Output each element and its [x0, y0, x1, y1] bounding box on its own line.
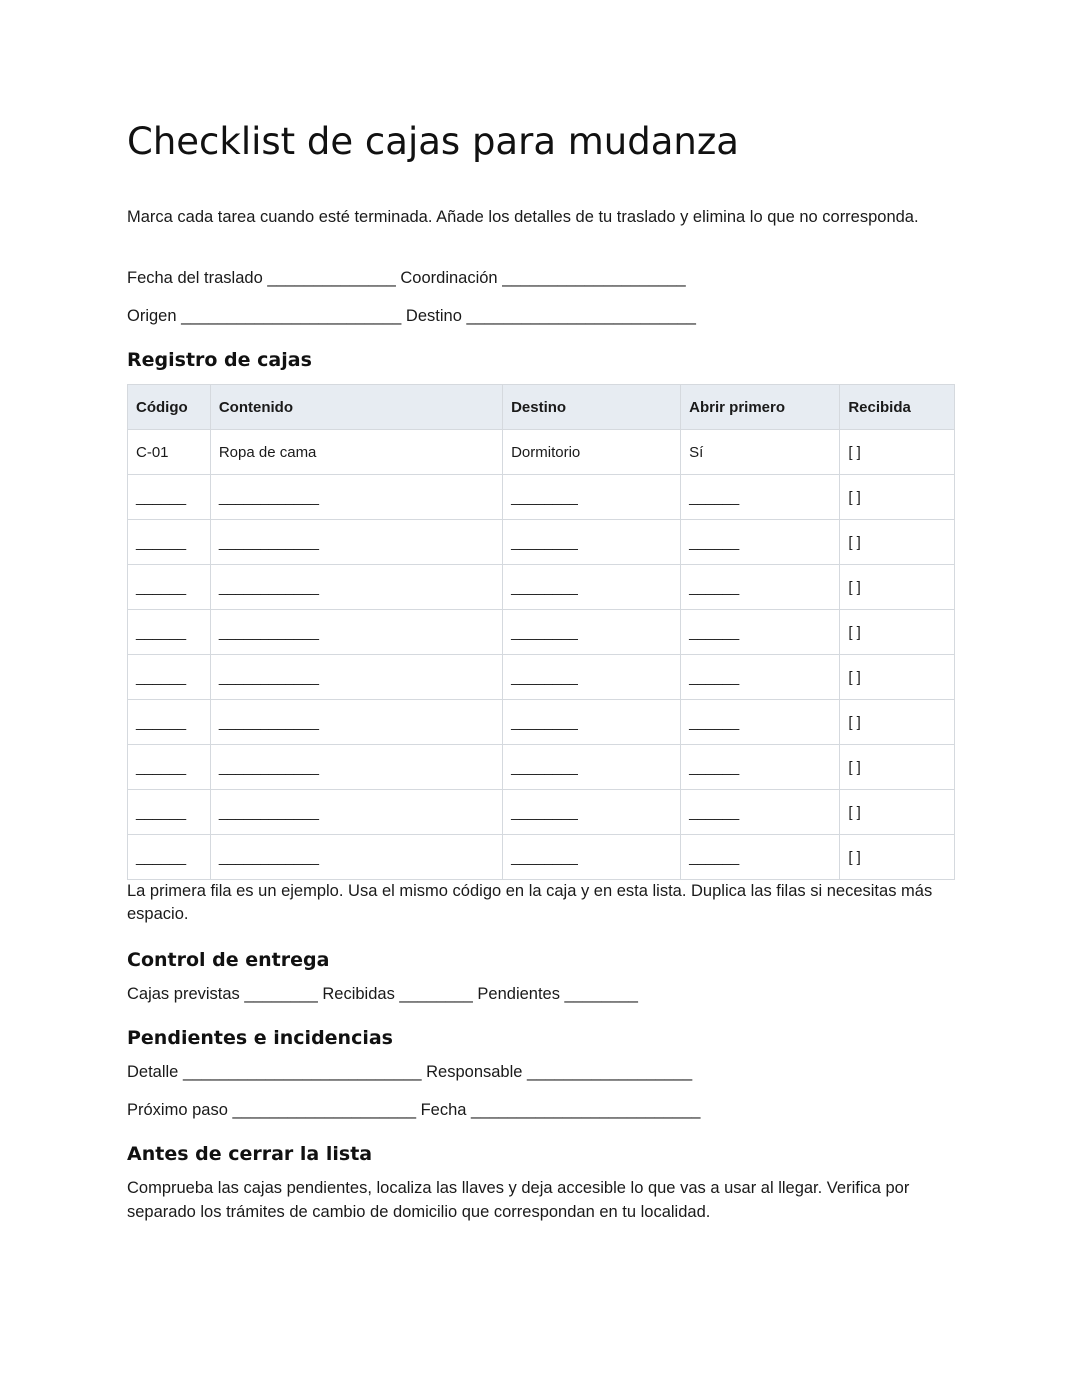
cell-content: ____________ [210, 520, 502, 565]
cierre-heading: Antes de cerrar la lista [127, 1143, 373, 1165]
pendientes-heading: Pendientes e incidencias [127, 1027, 393, 1049]
origin-destination-field-line: Origen ________________________ Destino _________________________ [127, 307, 696, 325]
cell-received-checkbox: [ ] [840, 655, 955, 700]
registro-heading: Registro de cajas [127, 349, 312, 371]
table-row [128, 700, 955, 745]
cell-open-first: ______ [681, 835, 840, 880]
cell-code: ______ [128, 790, 211, 835]
table-row [128, 430, 955, 475]
table-row [128, 745, 955, 790]
header-open-first: Abrir primero [681, 385, 840, 430]
cell-destination: ________ [503, 835, 681, 880]
cell-destination: ________ [503, 745, 681, 790]
cell-destination: ________ [503, 790, 681, 835]
cell-received-checkbox: [ ] [840, 475, 955, 520]
header-received: Recibida [840, 385, 955, 430]
cell-code: ______ [128, 835, 211, 880]
table-row [128, 475, 955, 520]
cell-code: ______ [128, 520, 211, 565]
cell-open-first: ______ [681, 700, 840, 745]
cell-open-first: ______ [681, 745, 840, 790]
cell-content: ____________ [210, 745, 502, 790]
table-row [128, 655, 955, 700]
next-step-date-field-line: Próximo paso ____________________ Fecha _________________________ [127, 1101, 701, 1119]
cell-content: ____________ [210, 790, 502, 835]
boxes-table [127, 384, 955, 880]
cell-open-first: ______ [681, 565, 840, 610]
cell-received-checkbox: [ ] [840, 790, 955, 835]
detail-responsible-field-line: Detalle __________________________ Responsable __________________ [127, 1063, 693, 1081]
cell-received-checkbox: [ ] [840, 520, 955, 565]
table-row [128, 565, 955, 610]
cell-code: C-01 [128, 430, 211, 475]
cell-destination: ________ [503, 655, 681, 700]
cell-content: ____________ [210, 835, 502, 880]
cell-received-checkbox: [ ] [840, 610, 955, 655]
cell-content: ____________ [210, 700, 502, 745]
cell-destination: Dormitorio [503, 430, 681, 475]
cell-open-first: ______ [681, 610, 840, 655]
cell-code: ______ [128, 700, 211, 745]
table-row [128, 835, 955, 880]
cell-open-first: Sí [681, 430, 840, 475]
closing-text: Comprueba las cajas pendientes, localiza las llaves y deja accesible lo que vas a usar al llegar. Verifica por separado los trámites de cambio de domicilio que correspondan en tu localidad. [127, 1179, 910, 1221]
cell-received-checkbox: [ ] [840, 565, 955, 610]
cell-destination: ________ [503, 520, 681, 565]
date-coordination-field-line: Fecha del traslado ______________ Coordinación ____________________ [127, 269, 686, 287]
cell-content: Ropa de cama [210, 430, 502, 475]
cell-code: ______ [128, 745, 211, 790]
cell-open-first: ______ [681, 475, 840, 520]
table-row [128, 610, 955, 655]
table-row [128, 790, 955, 835]
cell-open-first: ______ [681, 520, 840, 565]
table-note: La primera fila es un ejemplo. Usa el mismo código en la caja y en esta lista. Duplica las filas si necesitas más espacio. [127, 882, 933, 923]
cell-code: ______ [128, 475, 211, 520]
cell-received-checkbox: [ ] [840, 430, 955, 475]
cell-content: ____________ [210, 475, 502, 520]
cell-received-checkbox: [ ] [840, 745, 955, 790]
cell-destination: ________ [503, 565, 681, 610]
cell-destination: ________ [503, 700, 681, 745]
header-destination: Destino [503, 385, 681, 430]
intro-text: Marca cada tarea cuando esté terminada. Añade los detalles de tu traslado y elimina lo que no corresponda. [127, 208, 919, 226]
cell-content: ____________ [210, 610, 502, 655]
cell-open-first: ______ [681, 790, 840, 835]
header-content: Contenido [210, 385, 502, 430]
cell-code: ______ [128, 565, 211, 610]
control-heading: Control de entrega [127, 949, 330, 971]
header-code: Código [128, 385, 211, 430]
cell-received-checkbox: [ ] [840, 835, 955, 880]
cell-code: ______ [128, 610, 211, 655]
cell-content: ____________ [210, 565, 502, 610]
table-header-row [128, 385, 955, 430]
cell-destination: ________ [503, 475, 681, 520]
table-row [128, 520, 955, 565]
cell-destination: ________ [503, 610, 681, 655]
cell-content: ____________ [210, 655, 502, 700]
control-field-line: Cajas previstas ________ Recibidas ________ Pendientes ________ [127, 985, 638, 1003]
cell-code: ______ [128, 655, 211, 700]
cell-open-first: ______ [681, 655, 840, 700]
cell-received-checkbox: [ ] [840, 700, 955, 745]
document-title: Checklist de cajas para mudanza [127, 120, 739, 163]
